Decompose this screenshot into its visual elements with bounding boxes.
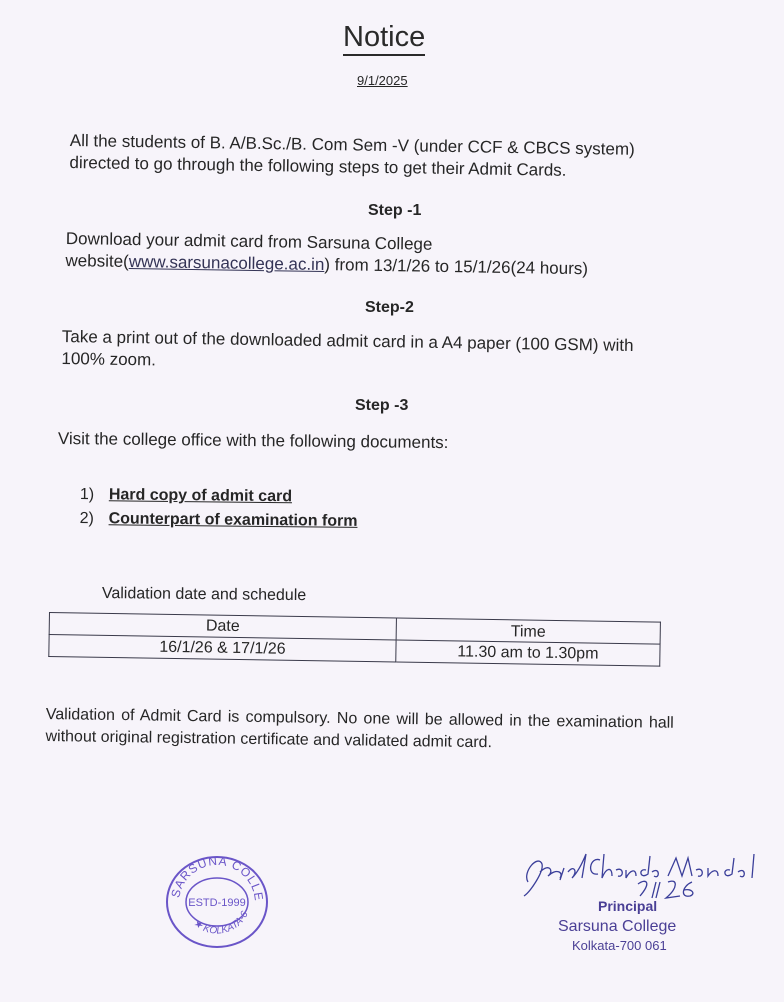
cell-date: 16/1/26 & 17/1/26 [49, 635, 396, 662]
step-3-text: Visit the college office with the following documents: [57, 428, 449, 453]
notice-title: Notice [343, 22, 425, 56]
intro-line-2: directed to go through the following steps to get their Admit Cards. [69, 152, 567, 180]
intro-line-1: All the students of B. A/B.Sc./B. Com Sem -V (under CCF & CBCS system) [69, 130, 635, 159]
document-item [80, 483, 358, 510]
document-label: Counterpart of examination form [108, 510, 358, 530]
step-2-line-2: 100% zoom. [61, 348, 157, 370]
schedule-label: Validation date and schedule [101, 585, 307, 605]
intro-paragraph [69, 130, 635, 183]
signature-block [520, 842, 780, 957]
signatory-institution: Sarsuna College [558, 918, 677, 935]
schedule-table [48, 612, 661, 667]
step-2-line-1: Take a print out of the downloaded admit card in a A4 paper (100 GSM) with [61, 326, 634, 355]
step-1-line-1: Download your admit card from Sarsuna College [65, 228, 433, 254]
signatory-title: Principal [598, 898, 658, 914]
document-number: 2) [79, 509, 94, 528]
document-number: 1) [79, 485, 95, 504]
svg-text:★ KOLKATA-61 ★: ★ KOLKATA-6 [190, 909, 251, 937]
college-stamp [163, 853, 271, 949]
closing-paragraph: Validation of Admit Card is compulsory. No one will be allowed in the examination hall without original registration certificate and validated admit card. [45, 705, 674, 752]
notice-date: 9/1/2025 [357, 73, 408, 88]
handwritten-signature-icon [520, 842, 780, 902]
svg-text:SARSUNA COLLEGE: SARSUNA COLLE [168, 853, 267, 903]
step-1-heading: Step -1 [368, 202, 422, 219]
stamp-seal-icon [163, 853, 271, 949]
svg-text:ESTD-1999: ESTD-1999 [188, 897, 246, 909]
documents-list [79, 483, 357, 534]
step-1-suffix: ) from 13/1/26 to 15/1/26(24 hours) [324, 255, 589, 279]
signatory-address: Kolkata-700 061 [572, 938, 667, 953]
document-label: Hard copy of admit card [108, 486, 293, 506]
step-1-text [65, 228, 588, 280]
college-website-link[interactable]: www.sarsunacollege.ac.in [128, 251, 325, 275]
header-date: Date [49, 613, 396, 640]
step-2-heading: Step-2 [365, 299, 414, 316]
step-3-heading: Step -3 [355, 397, 409, 414]
step-2-text [61, 326, 633, 379]
header-time: Time [396, 618, 660, 644]
step-1-prefix: website( [65, 250, 129, 271]
document-item [79, 507, 357, 534]
cell-time: 11.30 am to 1.30pm [396, 640, 660, 666]
